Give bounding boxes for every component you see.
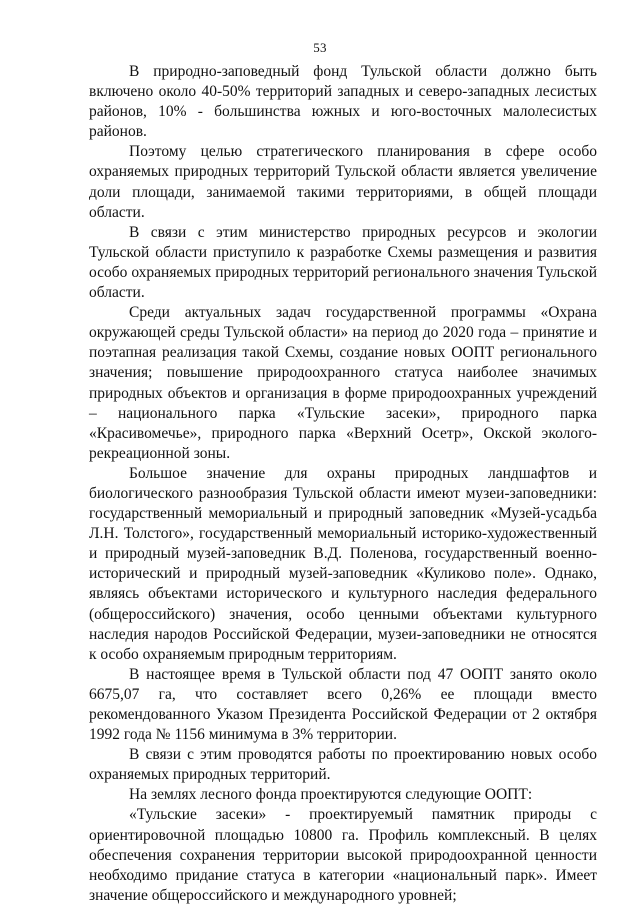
document-body (89, 62, 597, 906)
paragraph: Большое значение для охраны природных ландшафтов и биологического разнообразия Тульской области имеют музеи-заповедники: государственный мемориальный и природный заповедник «Музей-усадьба Л.Н. Толстого», государственный мемориальный историко-художественный и природный музей-заповедник В.Д. Поленова, государственный военно-исторический и природный музей-заповедник «Куликово поле». Однако, являясь объектами исторического и культурного наследия федерального (общероссийского) значения, особо ценными объектами культурного наследия народов Российской Федерации, музеи-заповедники не относятся к особо охраняемым природным территориям. (89, 464, 597, 663)
paragraph: В настоящее время в Тульской области под 47 ООПТ занято около 6675,07 га, что составляет всего 0,26% ее площади вместо рекомендованного Указом Президента Российской Федерации от 2 октября 1992 года № 1156 минимума в 3% территории. (89, 665, 597, 744)
paragraph: Поэтому целью стратегического планирования в сфере особо охраняемых природных территорий Тульской области является увеличение доли площади, занимаемой такими территориями, в общей площади области. (89, 143, 597, 221)
paragraph: На землях лесного фонда проектируются следующие ООПТ: (129, 786, 533, 804)
paragraph: В природно-заповедный фонд Тульской области должно быть включено около 40-50% территорий западных и северо-западных лесистых районов, 10% - большинства южных и юго-восточных малолесистых районов. (89, 63, 597, 141)
paragraph: Среди актуальных задач государственной программы «Охрана окружающей среды Тульской области» на период до 2020 года – принятие и поэтапная реализация такой Схемы, создание новых ООПТ регионального значения; повышение природоохранного статуса наиболее значимых природных объектов и организация в форме природоохранных учреждений – национального парка «Тульские засеки», природного парка «Красивомечье», природного парка «Верхний Осетр», Окской эколого-рекреационной зоны. (89, 304, 597, 462)
page-number: 53 (313, 40, 327, 55)
paragraph: В связи с этим проводятся работы по проектированию новых особо охраняемых природных территорий. (89, 746, 597, 784)
paragraph: В связи с этим министерство природных ресурсов и экологии Тульской области приступило к разработке Схемы размещения и развития особо охраняемых природных территорий регионального значения Тульской области. (89, 223, 597, 302)
paragraph: «Тульские засеки» - проектируемый памятник природы с ориентировочной площадью 10800 га. Профиль комплексный. В целях обеспечения сохранения территории высокой природоохранной ценности необходимо придание статуса в категории «национальный парк». Имеет значение общероссийского и международного уровней; (89, 806, 597, 904)
